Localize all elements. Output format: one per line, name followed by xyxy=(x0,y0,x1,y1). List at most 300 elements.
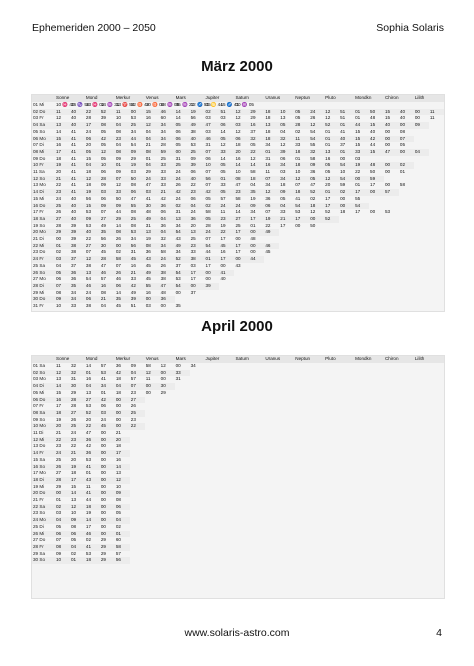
table-cell: 00 xyxy=(414,109,429,116)
table-cell: 10 xyxy=(56,303,62,309)
day-cell: 11 Di xyxy=(33,430,44,436)
table-cell: 29 xyxy=(130,155,136,161)
table-cell: 40 xyxy=(339,136,354,143)
table-cell: 60 xyxy=(115,537,121,543)
table-row xyxy=(32,490,444,497)
day-cell: 04 Sa xyxy=(32,122,55,129)
table-cell: 16 xyxy=(325,155,331,161)
table-cell: 17 xyxy=(235,249,241,255)
table-cell: 02 xyxy=(205,109,220,116)
table-cell: 00 xyxy=(100,470,106,476)
table-cell: 51 xyxy=(340,115,346,121)
table-cell: 05 xyxy=(85,149,100,156)
column-header: Venus xyxy=(145,95,175,102)
table-cell: 00 xyxy=(100,437,115,444)
table-cell: 00 xyxy=(384,136,399,143)
table-cell: 18 xyxy=(85,504,100,511)
table-row xyxy=(32,504,444,511)
table-cell: 36 xyxy=(160,222,166,228)
table-cell: 26 xyxy=(115,270,130,277)
table-cell: 29 xyxy=(100,557,115,564)
table-cell: 07 xyxy=(295,182,301,188)
table-cell: 07 xyxy=(205,149,220,156)
table-cell: 00 xyxy=(340,195,346,201)
table-cell: 02 xyxy=(70,550,77,556)
table-cell: 00 xyxy=(220,262,226,268)
table-cell: 24 xyxy=(205,229,220,236)
table-cell: 07 xyxy=(205,169,211,175)
table-cell: 17 xyxy=(70,477,85,484)
table-cell: 41 xyxy=(85,544,100,551)
table-cell: 21 xyxy=(115,430,121,436)
table-cell: 10 xyxy=(235,169,241,175)
column-header: Saturn xyxy=(234,356,264,363)
table-cell: 05 xyxy=(280,195,286,201)
table-cell: 24 xyxy=(234,203,249,210)
table-cell: 03 xyxy=(56,510,62,516)
table-cell: 15 xyxy=(55,136,70,143)
table-cell: 18 xyxy=(294,189,309,196)
table-cell: 56 xyxy=(100,236,106,242)
table-cell: 35 xyxy=(100,229,115,236)
table-cell: 14 xyxy=(220,155,226,161)
table-cell: 00 xyxy=(100,477,115,484)
day-cell: 12 Mi xyxy=(32,437,55,444)
table-cell: 28 xyxy=(205,222,211,228)
table-cell: 11 xyxy=(429,109,444,116)
table-cell: 00 xyxy=(115,243,130,250)
table-cell: 22 xyxy=(355,169,361,175)
table-cell: 49 xyxy=(175,243,190,250)
table-cell: 24 xyxy=(309,109,324,116)
table-cell: 19 xyxy=(85,510,92,516)
table-row xyxy=(32,102,444,109)
table-cell: 46 xyxy=(85,531,100,538)
table-cell: 18 xyxy=(280,182,286,188)
table-cell: 09 xyxy=(115,169,121,175)
table-row xyxy=(32,196,444,203)
table-cell: 41 xyxy=(85,464,100,471)
table-cell: 42 xyxy=(130,283,145,290)
table-cell: 34 xyxy=(160,128,166,134)
day-cell: 24 Mo xyxy=(32,517,55,524)
table-cell: 19 xyxy=(145,236,151,242)
table-cell: 45 xyxy=(115,303,121,309)
table-cell: 12 xyxy=(85,176,100,183)
table-cell: 52 xyxy=(325,209,331,215)
column-header: Mondkn xyxy=(354,95,384,102)
table-cell: 21 xyxy=(70,450,85,457)
table-row xyxy=(32,276,444,283)
table-cell: 01 xyxy=(56,497,62,503)
table-row xyxy=(32,531,444,538)
table-cell: 25 xyxy=(160,155,166,161)
table-cell: 06 xyxy=(190,169,196,175)
day-cell: 24 Fr xyxy=(32,256,55,263)
table-cell: 34 xyxy=(265,182,271,188)
table-cell: 52 xyxy=(324,122,339,129)
table-cell: 09 xyxy=(279,189,294,196)
table-cell: 17 xyxy=(370,182,376,188)
table-cell: 20 xyxy=(325,182,331,188)
table-cell: 01 xyxy=(115,531,130,538)
table-row xyxy=(32,376,444,383)
table-cell: 00 xyxy=(115,416,121,422)
table-cell: 17 xyxy=(234,243,249,250)
table-row xyxy=(32,450,444,457)
table-cell: 34 xyxy=(265,142,271,148)
table-cell: 12 xyxy=(309,122,324,129)
table-cell: 16 xyxy=(264,162,279,169)
column-header: Lilith xyxy=(414,95,444,102)
day-cell: 15 Sa xyxy=(33,456,46,462)
table-cell: 14 xyxy=(249,162,264,169)
table-cell: 00 xyxy=(175,363,181,368)
table-cell: 54 xyxy=(205,243,220,250)
column-header: Pluto xyxy=(324,356,354,363)
table-cell: 55 xyxy=(355,195,361,201)
table-cell: 29 xyxy=(56,483,62,489)
table-cell: 56 xyxy=(115,557,130,564)
table-cell: 53 xyxy=(175,276,181,282)
table-cell: 27 xyxy=(70,410,85,417)
table-cell: 38 xyxy=(190,128,196,134)
table-row xyxy=(32,537,444,544)
table-cell: 57 xyxy=(100,363,106,368)
table-cell: 03 xyxy=(130,169,136,175)
day-cell: 23 So xyxy=(33,510,46,516)
table-cell: 32 xyxy=(249,136,264,143)
table-cell: 02 xyxy=(115,249,121,255)
day-cell: 03 Fr xyxy=(33,115,44,121)
table-cell: 45 xyxy=(145,276,151,282)
table-cell: 12 xyxy=(145,370,160,377)
table-cell: 23 xyxy=(115,136,130,143)
table-cell: 11 xyxy=(55,109,70,116)
table-row xyxy=(32,443,444,450)
column-header: Lilith xyxy=(414,356,444,363)
table-cell: 10 xyxy=(55,557,70,564)
table-cell: 21 xyxy=(145,142,151,148)
table-cell: 54 xyxy=(175,229,190,236)
table-cell: 50 xyxy=(115,195,121,201)
day-cell: 07 Di xyxy=(33,142,44,148)
table-cell: 19 xyxy=(55,162,70,169)
table-cell: 34 xyxy=(175,222,181,228)
month-title: März 2000 xyxy=(201,58,273,75)
table-cell: 54 xyxy=(85,276,92,282)
table-cell: 49 xyxy=(130,289,136,295)
table-cell: 34 xyxy=(100,383,115,390)
table-cell: 25 xyxy=(130,216,145,223)
table-cell: 58 xyxy=(205,209,211,215)
table-cell: 56 xyxy=(190,115,196,121)
table-cell: 02 xyxy=(85,537,92,543)
table-cell: 28 xyxy=(55,477,70,484)
table-cell: 13 ♓ 02 xyxy=(85,102,105,107)
table-cell: 34 xyxy=(190,363,196,368)
table-cell: 20 xyxy=(55,423,70,430)
table-cell: 14 xyxy=(235,209,241,215)
table-cell: 29 xyxy=(160,389,166,395)
table-cell: 54 xyxy=(309,136,324,143)
table-cell: 15 xyxy=(56,389,62,395)
table-cell: 05♋ 44 xyxy=(205,102,223,107)
table-cell: 29 xyxy=(145,169,151,175)
table-cell: 17 xyxy=(355,209,361,215)
table-cell: 06 xyxy=(175,136,190,143)
table-cell: 14 ♒ 31 xyxy=(100,102,120,107)
table-cell: 58 xyxy=(160,249,166,255)
table-row xyxy=(32,484,444,491)
table-cell: 00 xyxy=(160,303,166,309)
table-cell: 41 xyxy=(219,270,234,277)
table-cell: 01 xyxy=(324,136,339,143)
table-cell: 33 xyxy=(160,176,175,183)
table-cell: 03 xyxy=(280,169,286,175)
table-row xyxy=(32,557,444,564)
table-cell: 42 xyxy=(100,397,115,404)
table-cell: 31 xyxy=(145,222,151,228)
table-cell: 34 xyxy=(70,296,85,303)
table-cell: 04 xyxy=(100,303,106,309)
column-header: Chiron xyxy=(384,95,414,102)
day-cell: 29 Mi xyxy=(33,289,45,295)
table-cell: 52 xyxy=(100,109,115,116)
table-cell: 15 xyxy=(354,136,369,143)
table-cell: 45 xyxy=(130,256,145,263)
table-cell: 28 xyxy=(294,122,309,129)
table-cell: 07 xyxy=(56,537,62,543)
day-cell: 19 So xyxy=(33,222,46,228)
table-cell: 03 xyxy=(190,262,196,268)
day-cell: 01 Sa xyxy=(33,363,46,368)
table-cell: 17 xyxy=(354,189,369,196)
table-cell: 00 xyxy=(100,464,115,471)
table-cell: 10 xyxy=(295,169,301,175)
table-cell: 08 xyxy=(234,176,249,183)
table-cell: 04 xyxy=(145,128,151,134)
table-cell: 01 xyxy=(324,189,339,196)
table-cell: 25 xyxy=(175,162,190,169)
table-cell: 54 xyxy=(294,203,309,210)
table-cell: 13 xyxy=(190,229,205,236)
table-cell: 41 xyxy=(70,136,85,143)
table-row xyxy=(32,122,444,129)
table-cell: 09 xyxy=(85,216,100,223)
table-cell: 46 xyxy=(115,276,121,282)
table-cell: 38 xyxy=(70,249,77,255)
table-cell: 55 xyxy=(310,142,316,148)
ephemeris-table xyxy=(31,355,445,599)
table-cell: 19 xyxy=(250,195,256,201)
table-cell: 08 xyxy=(399,128,406,134)
table-cell: 08 xyxy=(130,182,136,188)
column-header: Mondkn xyxy=(354,356,384,363)
table-cell: 18 xyxy=(340,209,346,215)
table-cell: 00 xyxy=(339,203,354,210)
table-cell: 33 xyxy=(160,162,175,169)
table-cell: 15 xyxy=(85,155,92,161)
table-cell: 06 xyxy=(130,189,145,196)
table-cell: 53 xyxy=(85,403,92,409)
table-cell: 12 xyxy=(324,109,339,116)
table-row xyxy=(32,296,444,303)
table-cell: 53 xyxy=(85,222,92,228)
day-cell: 10 Fr xyxy=(32,162,55,169)
column-header: Neptun xyxy=(294,356,324,363)
table-cell: 17 xyxy=(85,523,92,529)
table-cell: 03 xyxy=(205,115,211,121)
table-cell: 45 xyxy=(219,243,234,250)
day-cell: 17 Fr xyxy=(33,209,44,215)
table-cell: 40 xyxy=(70,109,85,116)
table-cell: 19 xyxy=(354,162,369,169)
table-cell: 47 xyxy=(145,182,151,188)
table-cell: 00 xyxy=(115,403,121,409)
table-cell: 07 xyxy=(399,136,414,143)
table-cell: 40 xyxy=(70,122,85,129)
table-cell: 32 xyxy=(70,370,85,377)
table-cell: 53 xyxy=(85,550,92,556)
table-cell: 04 xyxy=(85,383,100,390)
table-cell: 11 xyxy=(429,115,435,121)
table-cell: 30 xyxy=(100,243,115,250)
table-cell: 32 xyxy=(160,236,166,242)
table-cell: 30 xyxy=(70,383,85,390)
table-cell: 18 ♒ 05 xyxy=(160,102,180,107)
table-cell: 60 xyxy=(160,115,166,121)
table-cell: 12 xyxy=(220,142,226,148)
day-cell: 26 Mi xyxy=(32,531,55,538)
table-cell: 15 xyxy=(369,149,384,156)
table-cell: 41 xyxy=(295,195,301,201)
table-header-row xyxy=(32,95,444,102)
table-cell: 29 xyxy=(115,216,130,223)
table-cell: 34 xyxy=(279,162,294,169)
table-cell: 41 xyxy=(340,128,346,134)
table-cell: 08 xyxy=(115,149,130,156)
table-cell: 01 xyxy=(55,243,70,250)
table-cell: 36 xyxy=(85,437,100,444)
table-cell: 01 xyxy=(85,370,100,377)
table-cell: 07 xyxy=(265,209,271,215)
table-cell: 55 xyxy=(145,283,160,290)
table-row xyxy=(32,283,444,290)
table-cell: 22 xyxy=(70,443,77,449)
table-cell: 40 xyxy=(399,109,414,116)
table-cell: 57 xyxy=(115,550,121,556)
table-cell: 12 xyxy=(235,115,241,121)
table-cell: 07 xyxy=(55,283,70,290)
table-cell: 34 xyxy=(175,249,181,255)
table-cell: 04 xyxy=(56,262,62,268)
table-cell: 49 xyxy=(264,229,279,236)
table-cell: 18 xyxy=(115,376,121,382)
table-row xyxy=(32,169,444,176)
table-cell: 10 ♉ 06 xyxy=(145,102,165,107)
table-cell: 16 xyxy=(85,376,92,382)
table-cell: 03 xyxy=(355,155,361,161)
table-row xyxy=(32,129,444,136)
day-cell: 25 Sa xyxy=(33,262,46,268)
column-header: Merkur xyxy=(115,95,145,102)
table-cell: 12 xyxy=(235,128,241,134)
table-row xyxy=(32,410,444,417)
table-cell: 40 xyxy=(70,203,85,210)
table-cell: 00 xyxy=(100,531,115,538)
table-cell: 59 xyxy=(369,176,384,183)
table-cell: 53 xyxy=(85,209,92,215)
table-cell: 00 xyxy=(399,122,414,129)
table-cell: 48 xyxy=(370,115,376,121)
table-row xyxy=(32,136,444,143)
table-cell: 05 xyxy=(70,537,77,543)
table-cell: 08 xyxy=(55,544,70,551)
table-cell: 15 xyxy=(384,115,391,121)
table-cell: 06 xyxy=(55,531,70,538)
day-cell: 19 Mi xyxy=(33,483,45,489)
table-cell: 16 ♑ 58 xyxy=(70,102,90,107)
table-cell: 44 xyxy=(370,142,376,148)
table-cell: 22 xyxy=(85,423,100,430)
table-cell: 35 xyxy=(70,283,85,290)
table-cell: 19 xyxy=(56,416,62,422)
table-cell: 41 xyxy=(70,162,85,169)
table-cell: 10 xyxy=(205,162,220,169)
table-cell: 03 xyxy=(145,189,160,196)
table-cell: 35 xyxy=(175,303,181,309)
table-cell: 36 xyxy=(265,195,271,201)
day-cell: 31 Fr xyxy=(33,303,44,309)
table-cell: 23 xyxy=(234,189,249,196)
table-cell: 01 xyxy=(70,557,85,564)
table-cell: 32 xyxy=(70,363,77,368)
table-cell: 20 xyxy=(85,416,92,422)
table-cell: 55 xyxy=(130,203,145,210)
table-cell: 29 xyxy=(100,537,106,543)
table-cell: 28 xyxy=(70,397,85,404)
table-cell: 22 xyxy=(130,423,145,430)
table-cell: 00 xyxy=(100,490,115,497)
table-row xyxy=(32,176,444,183)
table-cell: 12 xyxy=(280,142,286,148)
table-cell: 10 xyxy=(70,510,77,516)
table-cell: 40 xyxy=(384,122,399,129)
table-cell: 33 xyxy=(160,169,166,175)
table-cell: 17 xyxy=(249,216,264,223)
table-cell: 00 xyxy=(115,423,130,430)
table-cell: 32 xyxy=(279,136,294,143)
table-cell: 21 xyxy=(100,296,115,303)
table-cell: 08 xyxy=(115,229,130,236)
table-cell: 15 xyxy=(384,109,399,116)
day-cell: 30 Do xyxy=(32,296,55,303)
table-cell: 57 xyxy=(130,376,136,382)
table-cell: 08 xyxy=(145,243,160,250)
table-cell: 22 xyxy=(85,236,92,242)
table-cell: 13 xyxy=(55,122,70,129)
header-left-title: Ephemeriden 2000 – 2050 xyxy=(32,22,156,34)
table-cell: 17 xyxy=(325,195,331,201)
table-cell: 01 xyxy=(205,256,220,263)
column-header: Mars xyxy=(175,95,205,102)
table-cell: 26 xyxy=(56,209,62,215)
table-cell: 41 xyxy=(70,128,77,134)
table-row xyxy=(32,437,444,444)
day-cell: 26 So xyxy=(32,270,55,277)
table-cell: 09 xyxy=(130,363,136,368)
